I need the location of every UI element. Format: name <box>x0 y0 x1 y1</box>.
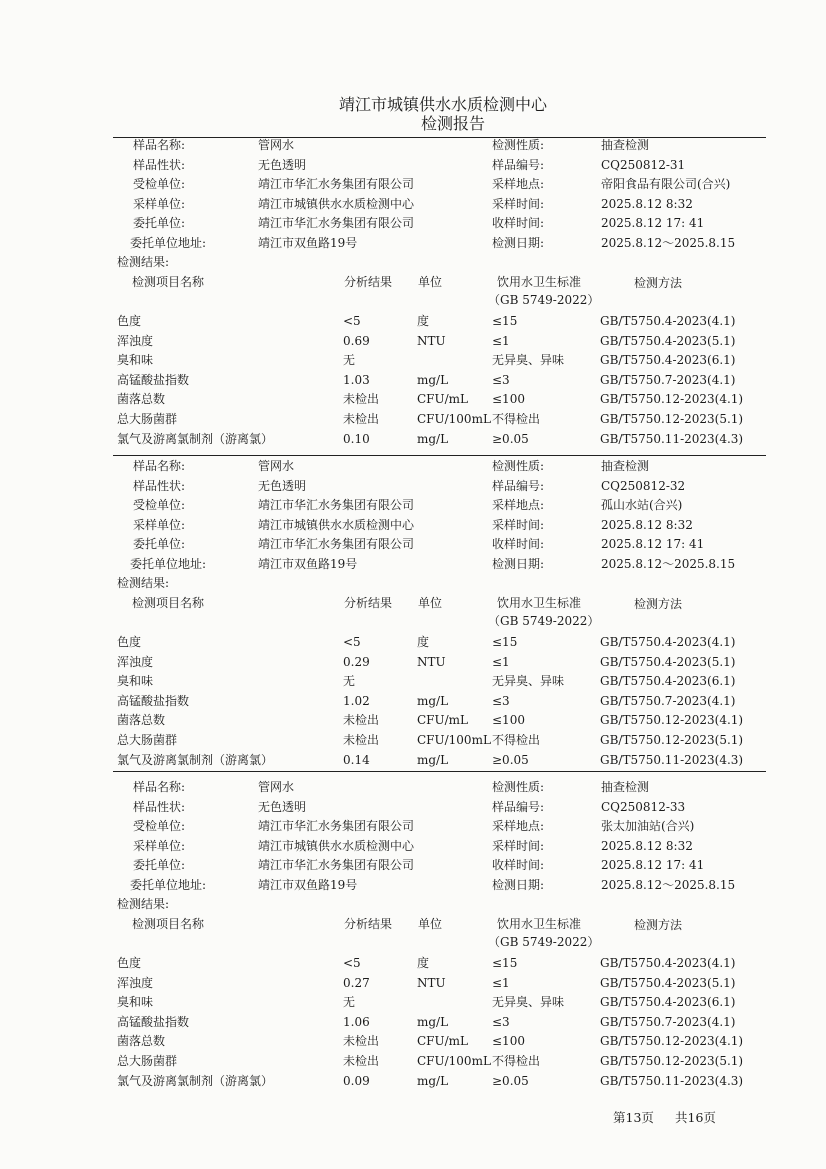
row-turbidity-method: GB/T5750.4-2023(5.1) <box>600 975 736 990</box>
row-color-unit: 度 <box>417 635 430 649</box>
row-turbidity-standard: ≤1 <box>492 333 510 348</box>
row-turbidity-result: 0.69 <box>343 333 370 348</box>
value-sampling-unit: 靖江市城镇供水水质检测中心 <box>258 838 415 853</box>
value-sampling-unit: 靖江市城镇供水水质检测中心 <box>258 196 415 211</box>
label-test-nature: 检测性质: <box>492 138 545 152</box>
value-sampling-site: 张太加油站(合兴) <box>601 819 695 834</box>
row-chlorine-unit: mg/L <box>417 1073 449 1088</box>
label-receive-time: 收样时间: <box>492 858 545 873</box>
label-sample-name: 样品名称: <box>133 459 186 473</box>
row-permanganate-result: 1.02 <box>343 693 370 708</box>
results-label: 检测结果: <box>117 897 170 911</box>
col-header-method: 检测方法 <box>634 597 683 611</box>
value-client-unit: 靖江市华汇水务集团有限公司 <box>258 537 415 552</box>
row-turbidity-item: 浑浊度 <box>117 333 154 348</box>
row-odor-result: 无 <box>343 674 356 689</box>
row-colony-count-standard: ≤100 <box>492 1034 525 1049</box>
label-sampling-site: 采样地点: <box>492 177 545 192</box>
row-odor-result: 无 <box>343 353 356 368</box>
label-client-address: 委托单位地址: <box>130 236 207 250</box>
row-chlorine-standard: ≥0.05 <box>492 431 529 446</box>
row-coliform-result: 未检出 <box>343 733 380 747</box>
value-inspected-unit: 靖江市华汇水务集团有限公司 <box>258 819 415 834</box>
label-sample-no: 样品编号: <box>492 478 545 493</box>
row-color-method: GB/T5750.4-2023(4.1) <box>600 956 736 970</box>
label-sample-name: 样品名称: <box>133 138 186 152</box>
row-odor-method: GB/T5750.4-2023(6.1) <box>600 995 736 1010</box>
value-nature: 无色透明 <box>258 799 307 814</box>
row-coliform-method: GB/T5750.12-2023(5.1) <box>600 733 744 747</box>
col-header-standard: 饮用水卫生标准 <box>497 596 582 610</box>
row-colony-count-result: 未检出 <box>343 1034 380 1049</box>
label-client-address: 委托单位地址: <box>130 878 207 892</box>
row-odor-standard: 无异臭、异味 <box>492 353 565 368</box>
row-permanganate-method: GB/T5750.7-2023(4.1) <box>600 1014 736 1029</box>
row-turbidity-standard: ≤1 <box>492 654 510 669</box>
value-test-nature: 抽查检测 <box>601 459 650 473</box>
row-permanganate-result: 1.06 <box>343 1014 370 1029</box>
value-test-nature: 抽查检测 <box>601 780 650 794</box>
row-turbidity-unit: NTU <box>417 654 446 669</box>
row-color-unit: 度 <box>417 314 430 328</box>
row-coliform-standard: 不得检出 <box>492 1054 541 1068</box>
row-odor-standard: 无异臭、异味 <box>492 674 565 689</box>
label-sample-no: 样品编号: <box>492 799 545 814</box>
label-sampling-unit: 采样单位: <box>133 196 186 211</box>
row-turbidity-result: 0.29 <box>343 654 370 669</box>
label-sampling-time: 采样时间: <box>492 517 545 532</box>
value-inspected-unit: 靖江市华汇水务集团有限公司 <box>258 498 415 513</box>
row-color-method: GB/T5750.4-2023(4.1) <box>600 635 736 649</box>
value-sampling-site: 帝阳食品有限公司(合兴) <box>601 177 731 192</box>
row-permanganate-method: GB/T5750.7-2023(4.1) <box>600 372 736 387</box>
col-header-standard-code: （GB 5749-2022） <box>488 293 600 307</box>
row-colony-count-item: 菌落总数 <box>117 1034 166 1049</box>
row-permanganate-method: GB/T5750.7-2023(4.1) <box>600 693 736 708</box>
value-test-nature: 抽查检测 <box>601 138 650 152</box>
row-chlorine-unit: mg/L <box>417 431 449 446</box>
value-test-date: 2025.8.12～2025.8.15 <box>601 878 736 892</box>
row-coliform-item: 总大肠菌群 <box>117 1054 178 1068</box>
row-coliform-unit: CFU/100mL <box>417 733 491 747</box>
row-odor-method: GB/T5750.4-2023(6.1) <box>600 674 736 689</box>
value-name: 管网水 <box>258 780 295 794</box>
row-permanganate-item: 高锰酸盐指数 <box>117 1014 190 1029</box>
row-chlorine-result: 0.09 <box>343 1073 370 1088</box>
row-color-item: 色度 <box>117 956 142 970</box>
col-header-standard-code: （GB 5749-2022） <box>488 935 600 949</box>
value-sampling-time: 2025.8.12 8:32 <box>601 517 693 532</box>
row-permanganate-item: 高锰酸盐指数 <box>117 372 190 387</box>
row-colony-count-result: 未检出 <box>343 713 380 728</box>
label-sampling-unit: 采样单位: <box>133 838 186 853</box>
label-test-date: 检测日期: <box>492 236 545 250</box>
row-coliform-item: 总大肠菌群 <box>117 733 178 747</box>
row-coliform-standard: 不得检出 <box>492 412 541 426</box>
row-colony-count-result: 未检出 <box>343 392 380 407</box>
row-permanganate-result: 1.03 <box>343 372 370 387</box>
label-client-address: 委托单位地址: <box>130 557 207 571</box>
row-colony-count-method: GB/T5750.12-2023(4.1) <box>600 1034 744 1049</box>
row-coliform-standard: 不得检出 <box>492 733 541 747</box>
label-inspected-unit: 受检单位: <box>133 498 186 513</box>
row-coliform-result: 未检出 <box>343 412 380 426</box>
col-header-unit: 单位 <box>418 596 443 610</box>
row-chlorine-method: GB/T5750.11-2023(4.3) <box>600 752 744 767</box>
row-chlorine-result: 0.10 <box>343 431 370 446</box>
col-header-item: 检测项目名称 <box>132 917 205 931</box>
row-colony-count-item: 菌落总数 <box>117 713 166 728</box>
row-permanganate-unit: mg/L <box>417 1014 449 1029</box>
col-header-method: 检测方法 <box>634 918 683 932</box>
row-permanganate-standard: ≤3 <box>492 372 510 387</box>
row-chlorine-item: 氯气及游离氯制剂（游离氯） <box>117 1073 274 1088</box>
value-sample-no: CQ250812-32 <box>601 478 686 493</box>
value-name: 管网水 <box>258 138 295 152</box>
row-color-standard: ≤15 <box>492 314 518 328</box>
row-chlorine-item: 氯气及游离氯制剂（游离氯） <box>117 431 274 446</box>
row-permanganate-unit: mg/L <box>417 372 449 387</box>
value-client-address: 靖江市双鱼路19号 <box>258 236 358 250</box>
value-test-date: 2025.8.12～2025.8.15 <box>601 236 736 250</box>
row-colony-count-unit: CFU/mL <box>417 713 469 728</box>
row-odor-item: 臭和味 <box>117 674 154 689</box>
value-sampling-site: 孤山水站(合兴) <box>601 498 683 513</box>
row-colony-count-standard: ≤100 <box>492 392 525 407</box>
row-turbidity-standard: ≤1 <box>492 975 510 990</box>
row-turbidity-item: 浑浊度 <box>117 654 154 669</box>
value-receive-time: 2025.8.12 17: 41 <box>601 216 705 231</box>
label-sampling-time: 采样时间: <box>492 196 545 211</box>
col-header-standard: 饮用水卫生标准 <box>497 917 582 931</box>
value-sampling-unit: 靖江市城镇供水水质检测中心 <box>258 517 415 532</box>
row-odor-item: 臭和味 <box>117 353 154 368</box>
row-colony-count-standard: ≤100 <box>492 713 525 728</box>
col-header-standard: 饮用水卫生标准 <box>497 275 582 289</box>
label-sampling-site: 采样地点: <box>492 819 545 834</box>
row-turbidity-item: 浑浊度 <box>117 975 154 990</box>
row-color-method: GB/T5750.4-2023(4.1) <box>600 314 736 328</box>
label-sampling-site: 采样地点: <box>492 498 545 513</box>
row-color-result: <5 <box>343 314 361 328</box>
label-receive-time: 收样时间: <box>492 216 545 231</box>
col-header-unit: 单位 <box>418 917 443 931</box>
row-turbidity-result: 0.27 <box>343 975 370 990</box>
row-color-unit: 度 <box>417 956 430 970</box>
row-chlorine-method: GB/T5750.11-2023(4.3) <box>600 431 744 446</box>
row-turbidity-method: GB/T5750.4-2023(5.1) <box>600 654 736 669</box>
label-client-unit: 委托单位: <box>133 537 186 552</box>
row-chlorine-standard: ≥0.05 <box>492 1073 529 1088</box>
col-header-result: 分析结果 <box>344 917 393 931</box>
row-odor-item: 臭和味 <box>117 995 154 1010</box>
value-receive-time: 2025.8.12 17: 41 <box>601 858 705 873</box>
results-label: 检测结果: <box>117 255 170 269</box>
value-nature: 无色透明 <box>258 157 307 172</box>
row-permanganate-item: 高锰酸盐指数 <box>117 693 190 708</box>
value-sample-no: CQ250812-33 <box>601 799 686 814</box>
row-odor-result: 无 <box>343 995 356 1010</box>
row-turbidity-unit: NTU <box>417 333 446 348</box>
section-rule <box>113 137 766 138</box>
row-coliform-item: 总大肠菌群 <box>117 412 178 426</box>
label-sample-nature: 样品性状: <box>133 799 186 814</box>
row-turbidity-unit: NTU <box>417 975 446 990</box>
label-inspected-unit: 受检单位: <box>133 819 186 834</box>
page-total: 共16页 <box>675 1110 716 1125</box>
label-client-unit: 委托单位: <box>133 216 186 231</box>
section-rule <box>113 455 766 456</box>
value-sampling-time: 2025.8.12 8:32 <box>601 838 693 853</box>
label-test-date: 检测日期: <box>492 557 545 571</box>
org-name: 靖江市城镇供水水质检测中心 <box>338 95 547 114</box>
row-color-standard: ≤15 <box>492 956 518 970</box>
row-coliform-result: 未检出 <box>343 1054 380 1068</box>
row-turbidity-method: GB/T5750.4-2023(5.1) <box>600 333 736 348</box>
results-label: 检测结果: <box>117 576 170 590</box>
label-test-date: 检测日期: <box>492 878 545 892</box>
value-inspected-unit: 靖江市华汇水务集团有限公司 <box>258 177 415 192</box>
label-sample-nature: 样品性状: <box>133 157 186 172</box>
row-color-item: 色度 <box>117 314 142 328</box>
row-coliform-unit: CFU/100mL <box>417 1054 491 1068</box>
report-title: 检测报告 <box>420 114 485 133</box>
row-colony-count-item: 菌落总数 <box>117 392 166 407</box>
row-colony-count-method: GB/T5750.12-2023(4.1) <box>600 392 744 407</box>
label-sample-nature: 样品性状: <box>133 478 186 493</box>
row-chlorine-unit: mg/L <box>417 752 449 767</box>
row-permanganate-unit: mg/L <box>417 693 449 708</box>
row-colony-count-method: GB/T5750.12-2023(4.1) <box>600 713 744 728</box>
row-odor-standard: 无异臭、异味 <box>492 995 565 1010</box>
row-color-result: <5 <box>343 635 361 649</box>
label-sample-name: 样品名称: <box>133 780 186 794</box>
value-client-address: 靖江市双鱼路19号 <box>258 878 358 892</box>
value-receive-time: 2025.8.12 17: 41 <box>601 537 705 552</box>
row-color-item: 色度 <box>117 635 142 649</box>
row-color-standard: ≤15 <box>492 635 518 649</box>
section-rule <box>113 771 766 772</box>
row-coliform-unit: CFU/100mL <box>417 412 491 426</box>
label-inspected-unit: 受检单位: <box>133 177 186 192</box>
row-chlorine-result: 0.14 <box>343 752 370 767</box>
label-sample-no: 样品编号: <box>492 157 545 172</box>
row-chlorine-item: 氯气及游离氯制剂（游离氯） <box>117 752 274 767</box>
col-header-standard-code: （GB 5749-2022） <box>488 614 600 628</box>
row-chlorine-standard: ≥0.05 <box>492 752 529 767</box>
row-colony-count-unit: CFU/mL <box>417 392 469 407</box>
value-nature: 无色透明 <box>258 478 307 493</box>
value-client-unit: 靖江市华汇水务集团有限公司 <box>258 858 415 873</box>
value-test-date: 2025.8.12～2025.8.15 <box>601 557 736 571</box>
label-receive-time: 收样时间: <box>492 537 545 552</box>
row-coliform-method: GB/T5750.12-2023(5.1) <box>600 1054 744 1068</box>
col-header-item: 检测项目名称 <box>132 275 205 289</box>
col-header-result: 分析结果 <box>344 596 393 610</box>
value-client-unit: 靖江市华汇水务集团有限公司 <box>258 216 415 231</box>
col-header-unit: 单位 <box>418 275 443 289</box>
row-permanganate-standard: ≤3 <box>492 1014 510 1029</box>
row-odor-method: GB/T5750.4-2023(6.1) <box>600 353 736 368</box>
value-sample-no: CQ250812-31 <box>601 157 686 172</box>
col-header-result: 分析结果 <box>344 275 393 289</box>
label-client-unit: 委托单位: <box>133 858 186 873</box>
col-header-method: 检测方法 <box>634 276 683 290</box>
page-number: 第13页 <box>613 1110 654 1125</box>
row-colony-count-unit: CFU/mL <box>417 1034 469 1049</box>
label-sampling-unit: 采样单位: <box>133 517 186 532</box>
label-sampling-time: 采样时间: <box>492 838 545 853</box>
label-test-nature: 检测性质: <box>492 780 545 794</box>
value-sampling-time: 2025.8.12 8:32 <box>601 196 693 211</box>
row-color-result: <5 <box>343 956 361 970</box>
row-permanganate-standard: ≤3 <box>492 693 510 708</box>
row-chlorine-method: GB/T5750.11-2023(4.3) <box>600 1073 744 1088</box>
col-header-item: 检测项目名称 <box>132 596 205 610</box>
row-coliform-method: GB/T5750.12-2023(5.1) <box>600 412 744 426</box>
label-test-nature: 检测性质: <box>492 459 545 473</box>
value-name: 管网水 <box>258 459 295 473</box>
value-client-address: 靖江市双鱼路19号 <box>258 557 358 571</box>
